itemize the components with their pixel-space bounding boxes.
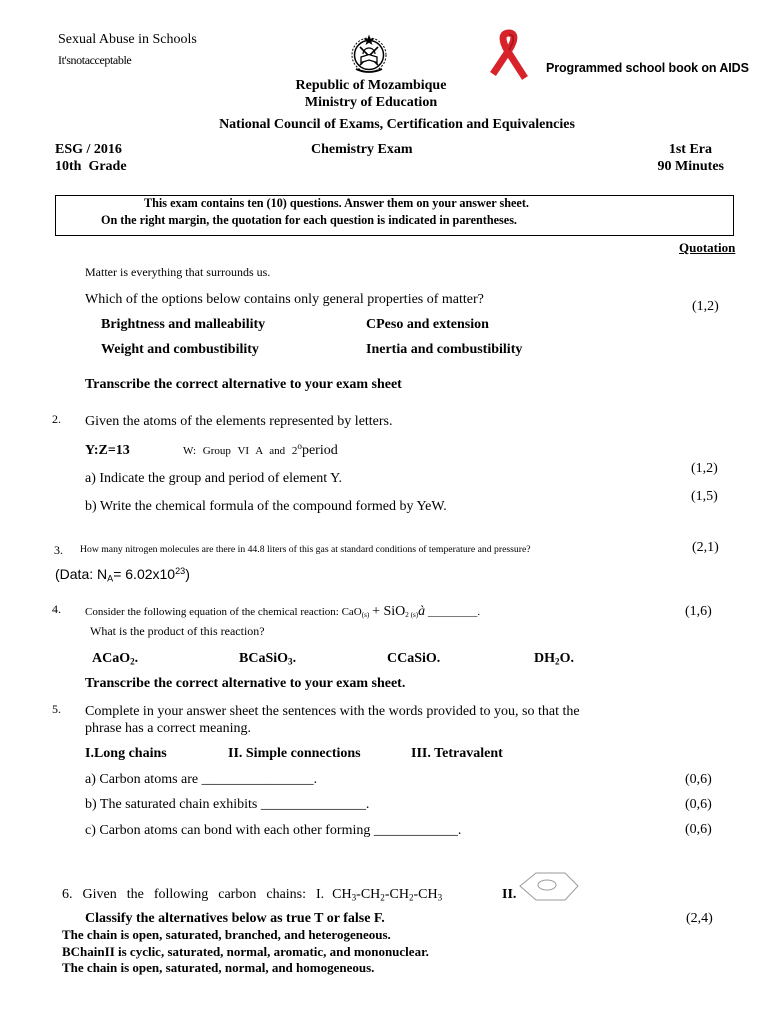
exam-code: ESG / 2016 [55,142,122,157]
q5-word: II. Simple connections [228,746,361,761]
instruction-line: On the right margin, the quotation for each question is indicated in parentheses. [101,213,517,227]
emblem-book [361,55,377,63]
q5-number: 5. [52,702,61,716]
q4-equation-arrow: à [418,604,426,619]
q4-option-sub: 2 [130,656,135,667]
q6-chain1-sub: 3 [351,892,357,903]
exam-subject: Chemistry Exam [311,142,413,157]
q4-equation-plus: + SiO [372,604,406,619]
q4-option-end: . [134,651,139,666]
q2a-score: (1,2) [691,461,718,476]
q1-score: (1,2) [692,299,719,314]
benzene-ring-icon [518,870,580,902]
q6-chain1-sub: 3 [437,892,443,903]
q4-option [239,651,296,666]
q3-score: (2,1) [692,540,719,555]
q4-option-formula: H [544,651,556,666]
q6-chain1-sub: 2 [408,892,414,903]
q2-given-w-text: W: Group VI A and 2 [183,445,298,457]
republic-heading: Republic of Mozambique [295,78,447,93]
q4-option-letter: D [534,651,545,666]
q3-data-sub: A [107,573,114,584]
q1-instruction: Transcribe the correct alternative to your exam sheet [85,377,402,392]
q4-equation-blank: _________. [427,606,481,618]
q4-option [92,651,138,666]
ministry-heading: Ministry of Education [304,95,438,110]
q6-chain1-sub: 2 [380,892,385,903]
q5-prompt: phrase has a correct meaning. [85,721,251,736]
q2-given-w-degree: o [297,441,302,451]
campaign-title: Sexual Abuse in Schools [58,32,197,47]
exam-era: 1st Era [668,142,712,157]
q6-intro: 6. Given the following carbon chains: I. [62,887,325,902]
q4-number: 4. [52,602,61,616]
q1-option: Weight and combustibility [101,342,259,357]
q6-chain1-c4: -CH [413,887,438,902]
q3-data-mid: = 6.02x10 [113,566,176,582]
q6-statement: The chain is open, saturated, branched, and heterogeneous. [62,927,391,942]
q4-option-letter: A [92,651,103,666]
q4-option-end: O. [559,651,574,666]
q5-word: I.Long chains [85,746,167,761]
q2-given-y: Y:Z=13 [85,443,130,458]
q5-item: c) Carbon atoms can bond with each other forming ____________. [85,823,462,838]
q6-chain1-c1: CH [332,887,352,902]
q3-number: 3. [54,543,63,557]
q2b-score: (1,5) [691,489,718,504]
exam-grade: 10th Grade [55,159,127,174]
q6-chain2-label: II. [502,887,517,902]
benzene-hexagon [520,873,578,900]
q5-item-score: (0,6) [685,772,712,787]
q4-score: (1,6) [685,604,712,619]
q1-option: CPeso and extension [366,317,489,332]
q1-intro: Matter is everything that surrounds us. [85,265,271,279]
q4-option-formula: CaSiO. [397,651,441,666]
q2-given-w [183,443,338,458]
q4-option-formula: CaO [102,651,131,666]
emblem-star [363,35,374,46]
q5-item: b) The saturated chain exhibits _______________. [85,797,370,812]
q4-option-sub: 3 [288,656,293,667]
q1-prompt: Which of the options below contains only general properties of matter? [85,292,484,307]
exam-duration: 90 Minutes [657,159,724,174]
q6-chain1-c2: -CH [356,887,381,902]
q6-statement: The chain is open, saturated, normal, and homogeneous. [62,960,375,975]
q6-chain1-c3: -CH [384,887,409,902]
council-heading: National Council of Exams, Certification and Equivalencies [219,117,575,132]
q4-option-letter: B [239,651,249,666]
q4-instruction: Transcribe the correct alternative to your exam sheet. [85,676,406,691]
red-ribbon-icon [487,29,533,81]
q4-option-end: . [292,651,297,666]
instruction-line: This exam contains ten (10) questions. Answer them on your answer sheet. [144,196,529,210]
q2-number: 2. [52,412,61,426]
q2-given-w-period: period [301,443,338,458]
q2-part-b: b) Write the chemical formula of the compound formed by YeW. [85,499,447,514]
q1-option: Inertia and combustibility [366,342,523,357]
q5-item-score: (0,6) [685,822,712,837]
q4-option [534,651,574,666]
q4-prompt: What is the product of this reaction? [90,624,265,638]
q5-prompt: Complete in your answer sheet the sentences with the words provided to you, so that the [85,704,580,719]
q3-data-sup: 23 [175,566,186,576]
quotation-heading: Quotation [679,240,736,255]
q3-prompt: How many nitrogen molecules are there in 44.8 liters of this gas at standard conditions of temperature and pressure? [80,544,531,555]
q2-part-a: a) Indicate the group and period of element Y. [85,471,342,486]
campaign-tagline: It'snotacceptable [58,53,132,67]
q3-data-suffix: ) [185,566,190,582]
mozambique-emblem-icon [349,33,389,75]
q3-data-prefix: (Data: N [55,566,108,582]
q4-equation-text: Consider the following equation of the chemical reaction: CaO [85,606,362,618]
q4-equation [85,604,480,619]
q4-option-letter: C [387,651,398,666]
q4-option [387,651,440,666]
q4-option-formula: CaSiO [248,651,289,666]
benzene-circle [538,880,556,890]
q4-equation-state: (s) [361,611,370,620]
q2-prompt: Given the atoms of the elements represented by letters. [85,414,393,429]
q5-word: III. Tetravalent [411,746,503,761]
q6-statement: BChainII is cyclic, saturated, normal, aromatic, and mononuclear. [62,944,429,959]
q5-item-score: (0,6) [685,797,712,812]
q6-instruction: Classify the alternatives below as true T or false F. [85,911,385,926]
q3-data [55,567,190,582]
q4-equation-state: 2 (s) [405,611,419,620]
q5-item: a) Carbon atoms are ________________. [85,772,318,787]
q6-score: (2,4) [686,911,713,926]
q1-option: Brightness and malleability [101,317,266,332]
q6-prompt [62,887,442,902]
q4-option-sub: 2 [555,656,560,667]
aids-program-label: Programmed school book on AIDS [546,61,749,75]
